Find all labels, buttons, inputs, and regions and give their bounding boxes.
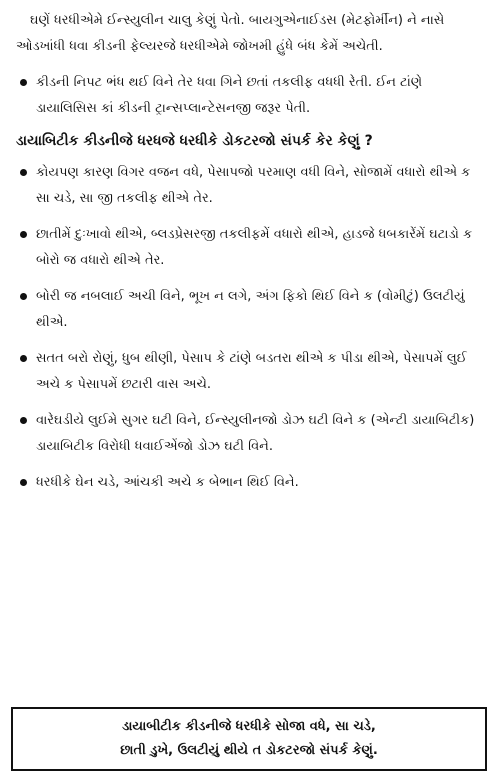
bullet-dot: [16, 160, 36, 186]
list-item: [16, 160, 486, 212]
intro-paragraph: ઘણેં ધરધીએમે ઈન્સ્યુલીન ચાલુ કેણું પેતો. બાયગુએનાઈડસ (મેટફોર્મીન) ને નાસે ઓડખાંધી ધવા કીડની ફેલ્યરજે ધરધીએમે જોખમી હુંધે બંધ કેમેં અચેતી.: [16, 13, 445, 54]
section-heading: ડાયાબિટીક કીડનીજે ધરધજે ધરધીકે ડોકટરજો સંપર્ક કેર કેણું ?: [16, 133, 373, 149]
summary-line-1: ડાયાબીટીક કીડનીજે ધરધીકે સોજા વધે, સા ચડે,: [122, 719, 376, 734]
list-item-text: કોયપણ કારણ વિગર વજન વધે, પેસાપજો પરમાણ વધી વિને, સોજામેં વધારો થીએ ક સા ચડે, સા જી તકલીફ થીએ તેર.: [36, 165, 471, 206]
list-item-text: વારેઘડીયે લુઈમે સુગર ઘટી વિને, ઈન્સ્યુલીનજો ડોઝ ઘટી વિને ક (એન્ટી ડાયાબિટીક) ડાયાબિટીક વિરોધી ધવાઈએંજો ડોઝ ઘટી વિને.: [36, 413, 475, 454]
list-item: [16, 284, 486, 336]
list-item-text: કીડની નિપટ ભંધ થઈ વિને તેર ધવા ગિને છતાં તકલીફ વધધી રેતી. ઈન ટાંણે ડાયાલિસિસ કાં કીડની ટ્રાન્સપ્લાન્ટેસનજી જરૂર પેતી.: [36, 75, 423, 116]
bullet-dot: [16, 70, 36, 96]
bullet-dot: [16, 470, 36, 496]
bullet-dot: [16, 222, 36, 248]
summary-box: [11, 707, 487, 771]
list-item: [16, 222, 486, 274]
list-item: [16, 470, 486, 496]
list-item: [16, 346, 486, 398]
list-item-text: બોરી જ નબલાઈ અચી વિને, ભૂખ ન લગે, અંગ ફિકો થિઈ વિને ક (વોમીટું) ઉલટીયું થીએ.: [36, 289, 465, 330]
bullet-dot: [16, 346, 36, 372]
list-item: [16, 70, 486, 122]
list-item-text: છાતીમેં દુઃખાવો થીએ, બ્લડપ્રેસરજી તકલીફમેં વધારો થીએ, હાડજે ધબકારેંમેં ઘટાડો ક બોરો જ વધારો થીએ તેર.: [36, 227, 473, 268]
summary-line-2: છાતી ડુખે, ઉલટીયું થીયે ત ડોકટરજો સંપર્ક કેણું.: [120, 743, 378, 758]
bullet-dot: [16, 408, 36, 434]
list-item-text: ધરધીકે ઘેન ચડે, આંચકી અચે ક બેભાન થિઈ વિને.: [36, 475, 299, 490]
list-item-text: સતત બરો રોણું, ધુબ થીણી, પેસાપ કે ટાંણે બડતરા થીએ ક પીડા થીએ, પેસાપમેં લુઈ અચે ક પેસાપમેં છટારી વાસ અચે.: [36, 351, 467, 392]
list-item: [16, 408, 486, 460]
bullet-dot: [16, 284, 36, 310]
document-body: [16, 8, 486, 496]
